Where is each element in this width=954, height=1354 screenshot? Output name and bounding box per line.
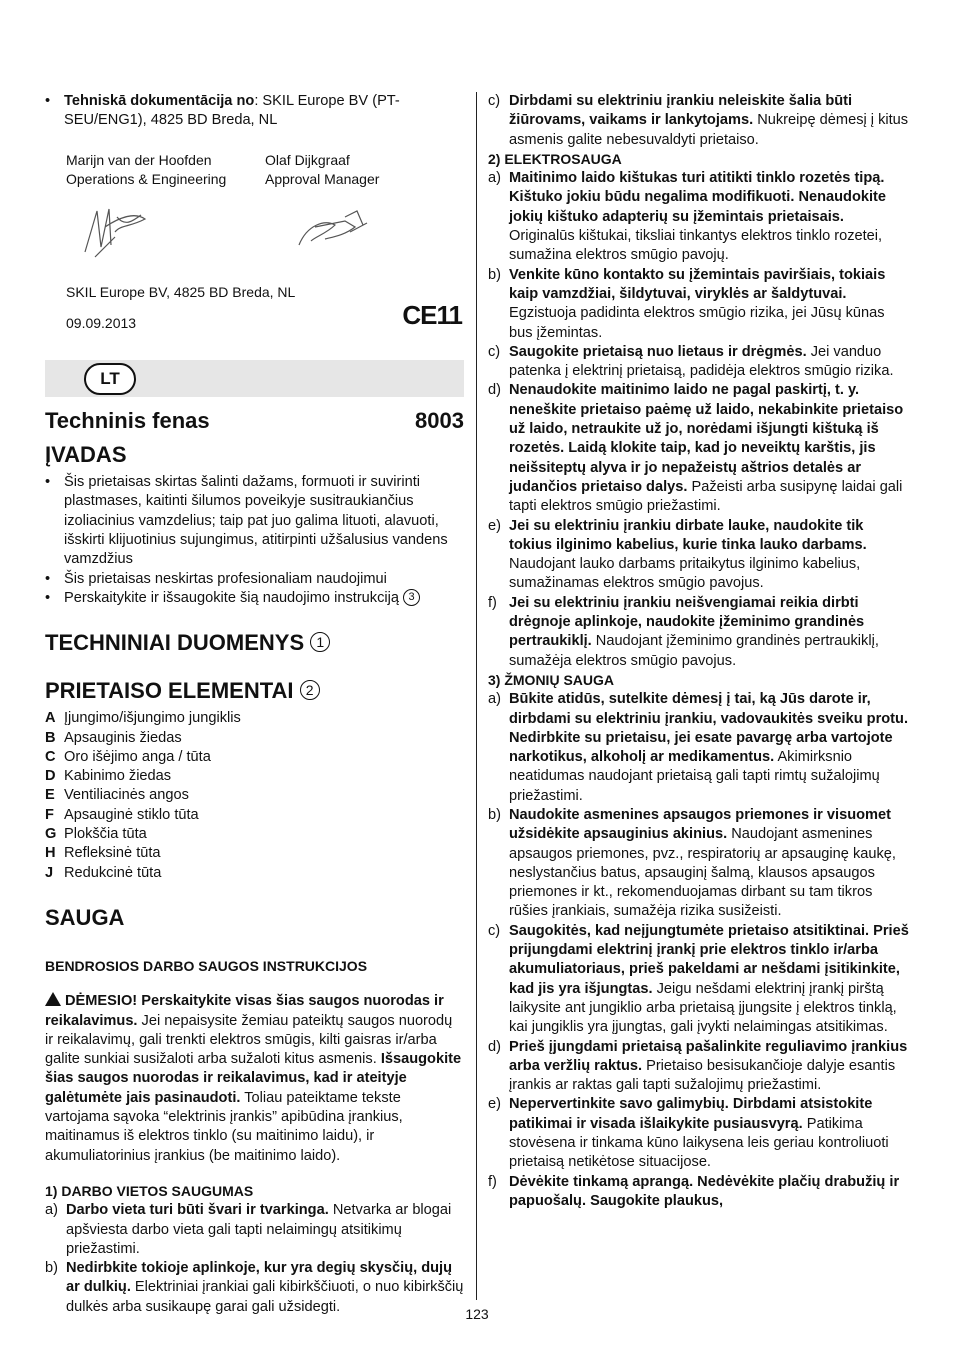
figure-ref: 1 (310, 632, 330, 652)
signature-images (45, 197, 464, 269)
intro-heading: ĮVADAS (45, 442, 127, 468)
list-item: d) Nenaudokite maitinimo laido ne pagal paskirtį, t. y. neneškite prietaiso paėmę už laido, nekabinkite prietaiso už laido, netraukite už jo, norėdami išjungti kištuką iš rozetės. Laidą klokite taip, kad jo neveiktų karštis, jis neišsiteptų alyva ir jo nepažeistų aštrios detalės ar judančios prietaiso dalys. Pažeisti arba susipynę laidai gali tapti elektros smūgio priežastimi. (488, 382, 904, 515)
warning-paragraph: DĖMESIO! Perskaitykite visas šias saugos nuorodas ir reikalavimus. Jei nepaisysite žemiau pateiktų saugos nuorodų ir reikalavimų, gali trenkti elektros smūgis, kilti gaisras ir/arba galite sunkiai susižaloti arba sužaloti kitus asmenis. Išsaugokite šias saugos nuorodas ir reikalavimus, kad ir ateityje galėtumėte jais pasinaudoti. Toliau pateiktame tekste vartojama sąvoka “elektrinis įrankis” apibūdina įrankius, maitinamus iš elektros tinklo (su maitinimo laidu), ir akumuliatorinius įrankius (be maitinimo laido). (45, 993, 462, 1164)
list-item: d) Prieš įjungdami prietaisą pašalinkite reguliavimo įrankius arba veržlių raktus. Prietaiso besisukančioje dalyje esantis įrankis ar raktas gali tapti sužalojimų priežastimi. (488, 1038, 908, 1094)
general-safety-subheading: BENDROSIOS DARBO SAUGOS INSTRUKCIJOS (45, 957, 368, 974)
column-divider (476, 92, 477, 1300)
list-item: G Plokščia tūta (45, 826, 147, 843)
list-item: D Kabinimo žiedas (45, 768, 172, 785)
list-item: f) Jei su elektriniu įrankiu neišvengiamai reikia dirbti drėgnoje aplinkoje, naudokite įžeminimo grandinės pertraukiklį. Naudojant įžeminimo grandinės pertraukiklį, sumažėja elektros smūgio pavojus. (488, 594, 879, 669)
safety-heading: SAUGA (45, 904, 125, 930)
page-number: 123 (465, 1306, 489, 1322)
electrical-safety-heading: 2) ELEKTROSAUGA (488, 150, 622, 167)
list-item: b) Naudokite asmenines apsaugos priemones ir visuomet užsidėkite apsauginius akinius. Naudojant asmenines apsaugos priemones, pvz., respiratorių ar apsauginę kaukę, neslystančius batus, apsauginį šalmą, klausos apsaugos priemones ir kt., rekomenduojamas dirbant su tam tikros rūšies įrankiais, sumažėja rizika susižeisti. (488, 806, 896, 920)
model-number: 8003 (415, 407, 464, 433)
figure-ref: 3 (403, 589, 420, 606)
list-item: B Apsauginis žiedas (45, 729, 182, 746)
signer-1-role: Operations & Engineering (66, 170, 227, 187)
ce-mark: CE11 (402, 299, 462, 330)
signer-1-name: Marijn van der Hoofden (66, 151, 212, 168)
language-bar (45, 360, 464, 397)
list-item: c) Saugokitės, kad neįjungtumėte prietaiso atsitiktinai. Prieš prijungdami elektrinį įrankį prie elektros tinklo ir/arba akumuliatoriaus, prieš pakeldami ar nešdami įsitikinkite, kad jis yra išjungtas. Jeigu nešdami elektrinį įrankį pirštą laikysite ant jungiklio arba prietaisą įjungsite į elektros tinklą, kai jungiklis yra įjungtas, gali įvykti nelaimingas atsitikimas. (488, 922, 909, 1036)
tech-doc-line: • Tehniskā dokumentācija no: SKIL Europe BV (PT-SEU/ENG1), 4825 BD Breda, NL (45, 92, 464, 131)
signer-2-role: Approval Manager (265, 170, 380, 187)
elements-heading: PRIETAISO ELEMENTAI 2 (45, 678, 464, 704)
list-item: C Oro išėjimo anga / tūta (45, 748, 211, 765)
left-column (45, 92, 464, 1317)
list-item: A Įjungimo/išjungimo jungiklis (45, 710, 241, 727)
list-item: E Ventiliacinės angos (45, 787, 189, 804)
intro-bullet: • Šis prietaisas neskirtas profesionaliam naudojimui (45, 570, 464, 589)
list-item: a) Maitinimo laido kištukas turi atitikti tinklo rozetės tipą. Kištuko jokiu būdu negalima modifikuoti. Nenaudokite jokių kištuko adapterių su įžemintais prietaisais. Originalūs kištukai, tiksliai tinkantys elektros tinklo rozetei, sumažina elektros smūgio pavojų. (488, 170, 887, 264)
personal-safety-heading: 3) ŽMONIŲ SAUGA (488, 671, 614, 688)
list-item: a) Darbo vieta turi būti švari ir tvarkinga. Netvarka ar blogai apšviesta darbo vieta gali tapti nelaimingų atsitikimų priežastimi. (45, 1202, 452, 1257)
intro-bullet: • Šis prietaisas skirtas šalinti dažams, formuoti ir suvirinti plastmases, kaitinti šilumos poveikyje susitraukiančius izoliacinius vamzdelius; taip pat juo galima lituoti, alavuoti, išskirti klijuotinius sujungimus, atitirpinti užšalusius vandens vamzdžius (45, 473, 464, 569)
list-item: f) Dėvėkite tinkamą aprangą. Nedėvėkite plačių drabužių ir papuošalų. Saugokite plaukus, (488, 1173, 900, 1209)
signer-2-name: Olaf Dijkgraaf (265, 151, 350, 168)
language-badge: LT (84, 363, 136, 395)
date: 09.09.2013 (66, 314, 137, 331)
signatories (66, 151, 464, 189)
elements-list (45, 709, 464, 883)
intro-bullet: • Perskaitykite ir išsaugokite šią naudojimo instrukciją 3 (45, 589, 464, 608)
list-item: b) Nedirbkite tokioje aplinkoje, kur yra degių skysčių, dujų ar dulkių. Elektriniai įrankiai gali kibirkščiuoti, o nuo kibirkščių dulkės arba susikaupę garai gali užsidegti. (45, 1260, 464, 1315)
product-title: Techninis fenas (45, 407, 210, 433)
list-item: c) Dirbdami su elektriniu įrankiu neleiskite šalia būti žiūrovams, vaikams ir lankytojams. Nukreipę dėmesį į kitus asmenis galite nebesuvaldyti prietaiso. (488, 93, 909, 148)
list-item: b) Venkite kūno kontakto su įžemintais paviršiais, tokiais kaip vamzdžiai, šildytuvai, viryklės ar šaldytuvai. Egzistuoja padidinta elektros smūgio rizika, jei Jūsų kūnas bus įžemintas. (488, 266, 886, 341)
signer-1 (66, 151, 265, 189)
figure-ref: 2 (300, 680, 320, 700)
company-line: SKIL Europe BV, 4825 BD Breda, NL (66, 283, 296, 300)
list-item: e) Nepervertinkite savo galimybių. Dirbdami atsistokite patikimai ir visada išlaikykite pusiausvyrą. Patikima stovėsena ir tinkama kūno laikysena leis geriau kontroliuoti prietaisą netikėtose situacijose. (488, 1096, 889, 1171)
right-column (488, 92, 910, 1211)
list-item: H Refleksinė tūta (45, 845, 161, 862)
tech-data-heading: TECHNINIAI DUOMENYS 1 (45, 630, 464, 656)
list-item: a) Būkite atidūs, sutelkite dėmesį į tai, ką Jūs darote ir, dirbdami su elektriniu įrankiu, vadovaukitės sveiku protu. Nedirbkite su prietaisu, jei esate pavargę arba vartojote narkotikus, alkoholį ar medikamentus. Akimirksnio neatidumas naudojant prietaisą gali tapti rimtų sužalojimų priežastimi. (488, 691, 909, 804)
list-item: F Apsauginė stiklo tūta (45, 806, 199, 823)
list-item: c) Saugokite prietaisą nuo lietaus ir drėgmės. Jei vanduo patenka į elektrinį prietaisą, padidėja elektros smūgio rizika. (488, 343, 894, 380)
work-area-heading: 1) DARBO VIETOS SAUGUMAS (45, 1182, 254, 1199)
signer-2 (265, 151, 464, 189)
product-title-row (45, 407, 464, 433)
warning-icon (45, 992, 61, 1006)
list-item: J Redukcinė tūta (45, 864, 162, 881)
list-item: e) Jei su elektriniu įrankiu dirbate lauke, naudokite tik tokius ilginimo kabelius, kurie tinka lauko darbams. Naudojant lauko darbams pritaikytus ilginimo kabelius, sumažinamas elektros smūgio pavojus. (488, 517, 867, 592)
signatures (45, 197, 464, 269)
date-row (66, 299, 464, 340)
